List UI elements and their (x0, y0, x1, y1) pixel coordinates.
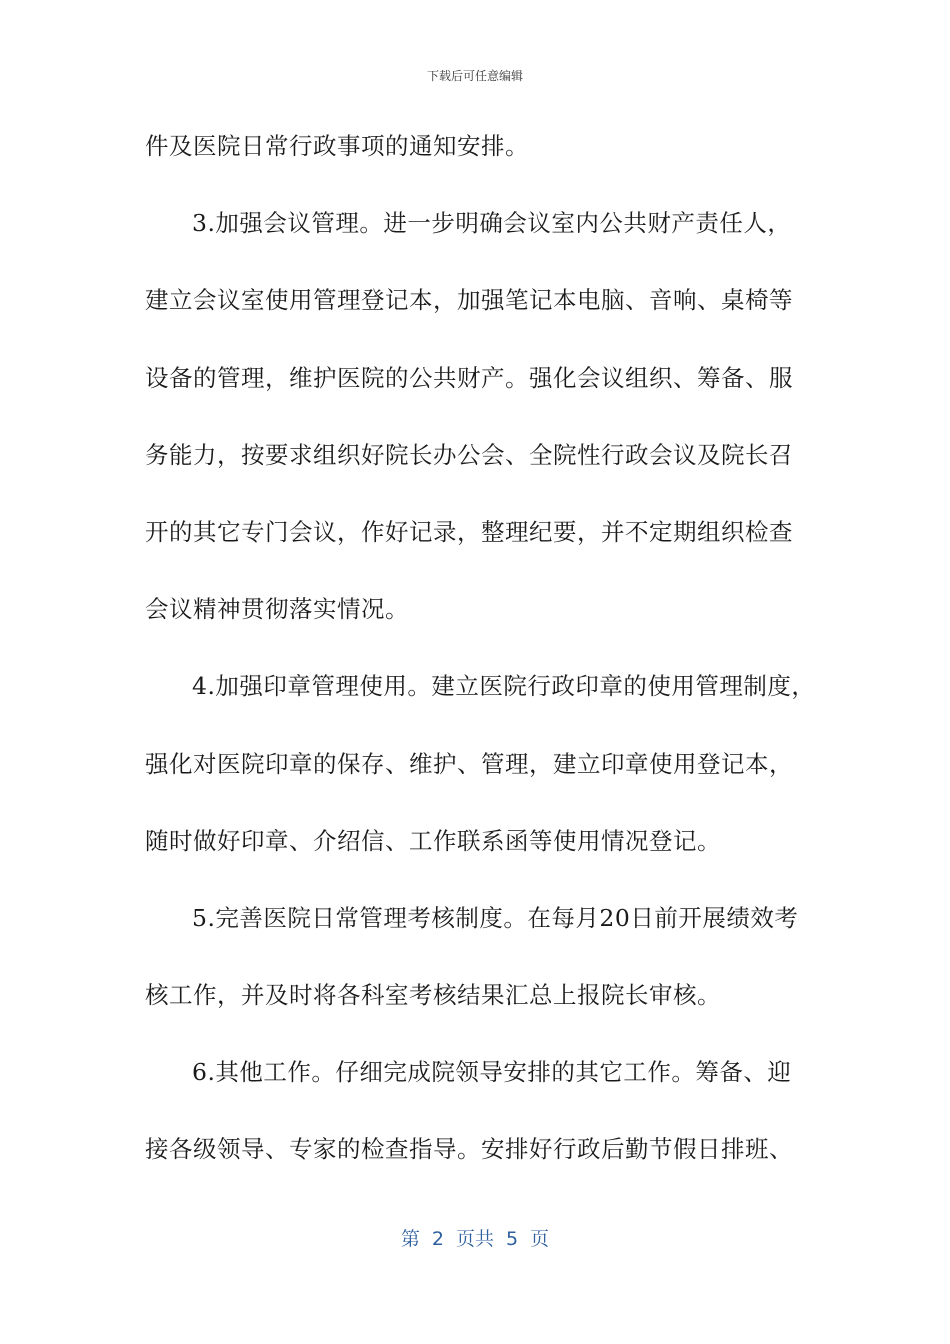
body-line-item-6: 6.其他工作。仔细完成院领导安排的其它工作。筹备、迎 (192, 1058, 792, 1087)
page-header-note: 下载后可任意编辑 (426, 69, 523, 83)
body-line: 接各级领导、专家的检查指导。安排好行政后勤节假日排班、 (145, 1135, 793, 1164)
body-line-item-4: 4.加强印章管理使用。建立医院行政印章的使用管理制度， (192, 672, 816, 701)
footer-total-pages: 5 (506, 1228, 519, 1250)
footer-page-suffix: 页 (530, 1228, 550, 1250)
body-line-item-5: 5.完善医院日常管理考核制度。在每月20日前开展绩效考 (192, 903, 799, 932)
body-line: 设备的管理，维护医院的公共财产。强化会议组织、筹备、服 (145, 363, 793, 392)
footer-page-label: 第 (400, 1228, 420, 1250)
body-line: 建立会议室使用管理登记本，加强笔记本电脑、音响、桌椅等 (145, 286, 793, 315)
document-body (145, 120, 816, 1201)
body-line: 强化对医院印章的保存、维护、管理，建立印章使用登记本， (145, 749, 793, 778)
page-number-footer (0, 1224, 950, 1251)
body-line: 务能力，按要求组织好院长办公会、全院性行政会议及院长召 (145, 440, 793, 469)
footer-page-of-label: 页共 (455, 1228, 494, 1250)
body-line: 随时做好印章、介绍信、工作联系函等使用情况登记。 (145, 826, 721, 855)
body-line: 会议精神贯彻落实情况。 (145, 595, 409, 624)
body-line: 开的其它专门会议，作好记录，整理纪要，并不定期组织检查 (145, 517, 793, 546)
footer-current-page: 2 (431, 1228, 444, 1250)
body-line-item-3: 3.加强会议管理。进一步明确会议室内公共财产责任人， (192, 209, 792, 238)
body-line: 核工作，并及时将各科室考核结果汇总上报院长审核。 (145, 981, 721, 1010)
body-line: 件及医院日常行政事项的通知安排。 (145, 132, 529, 160)
